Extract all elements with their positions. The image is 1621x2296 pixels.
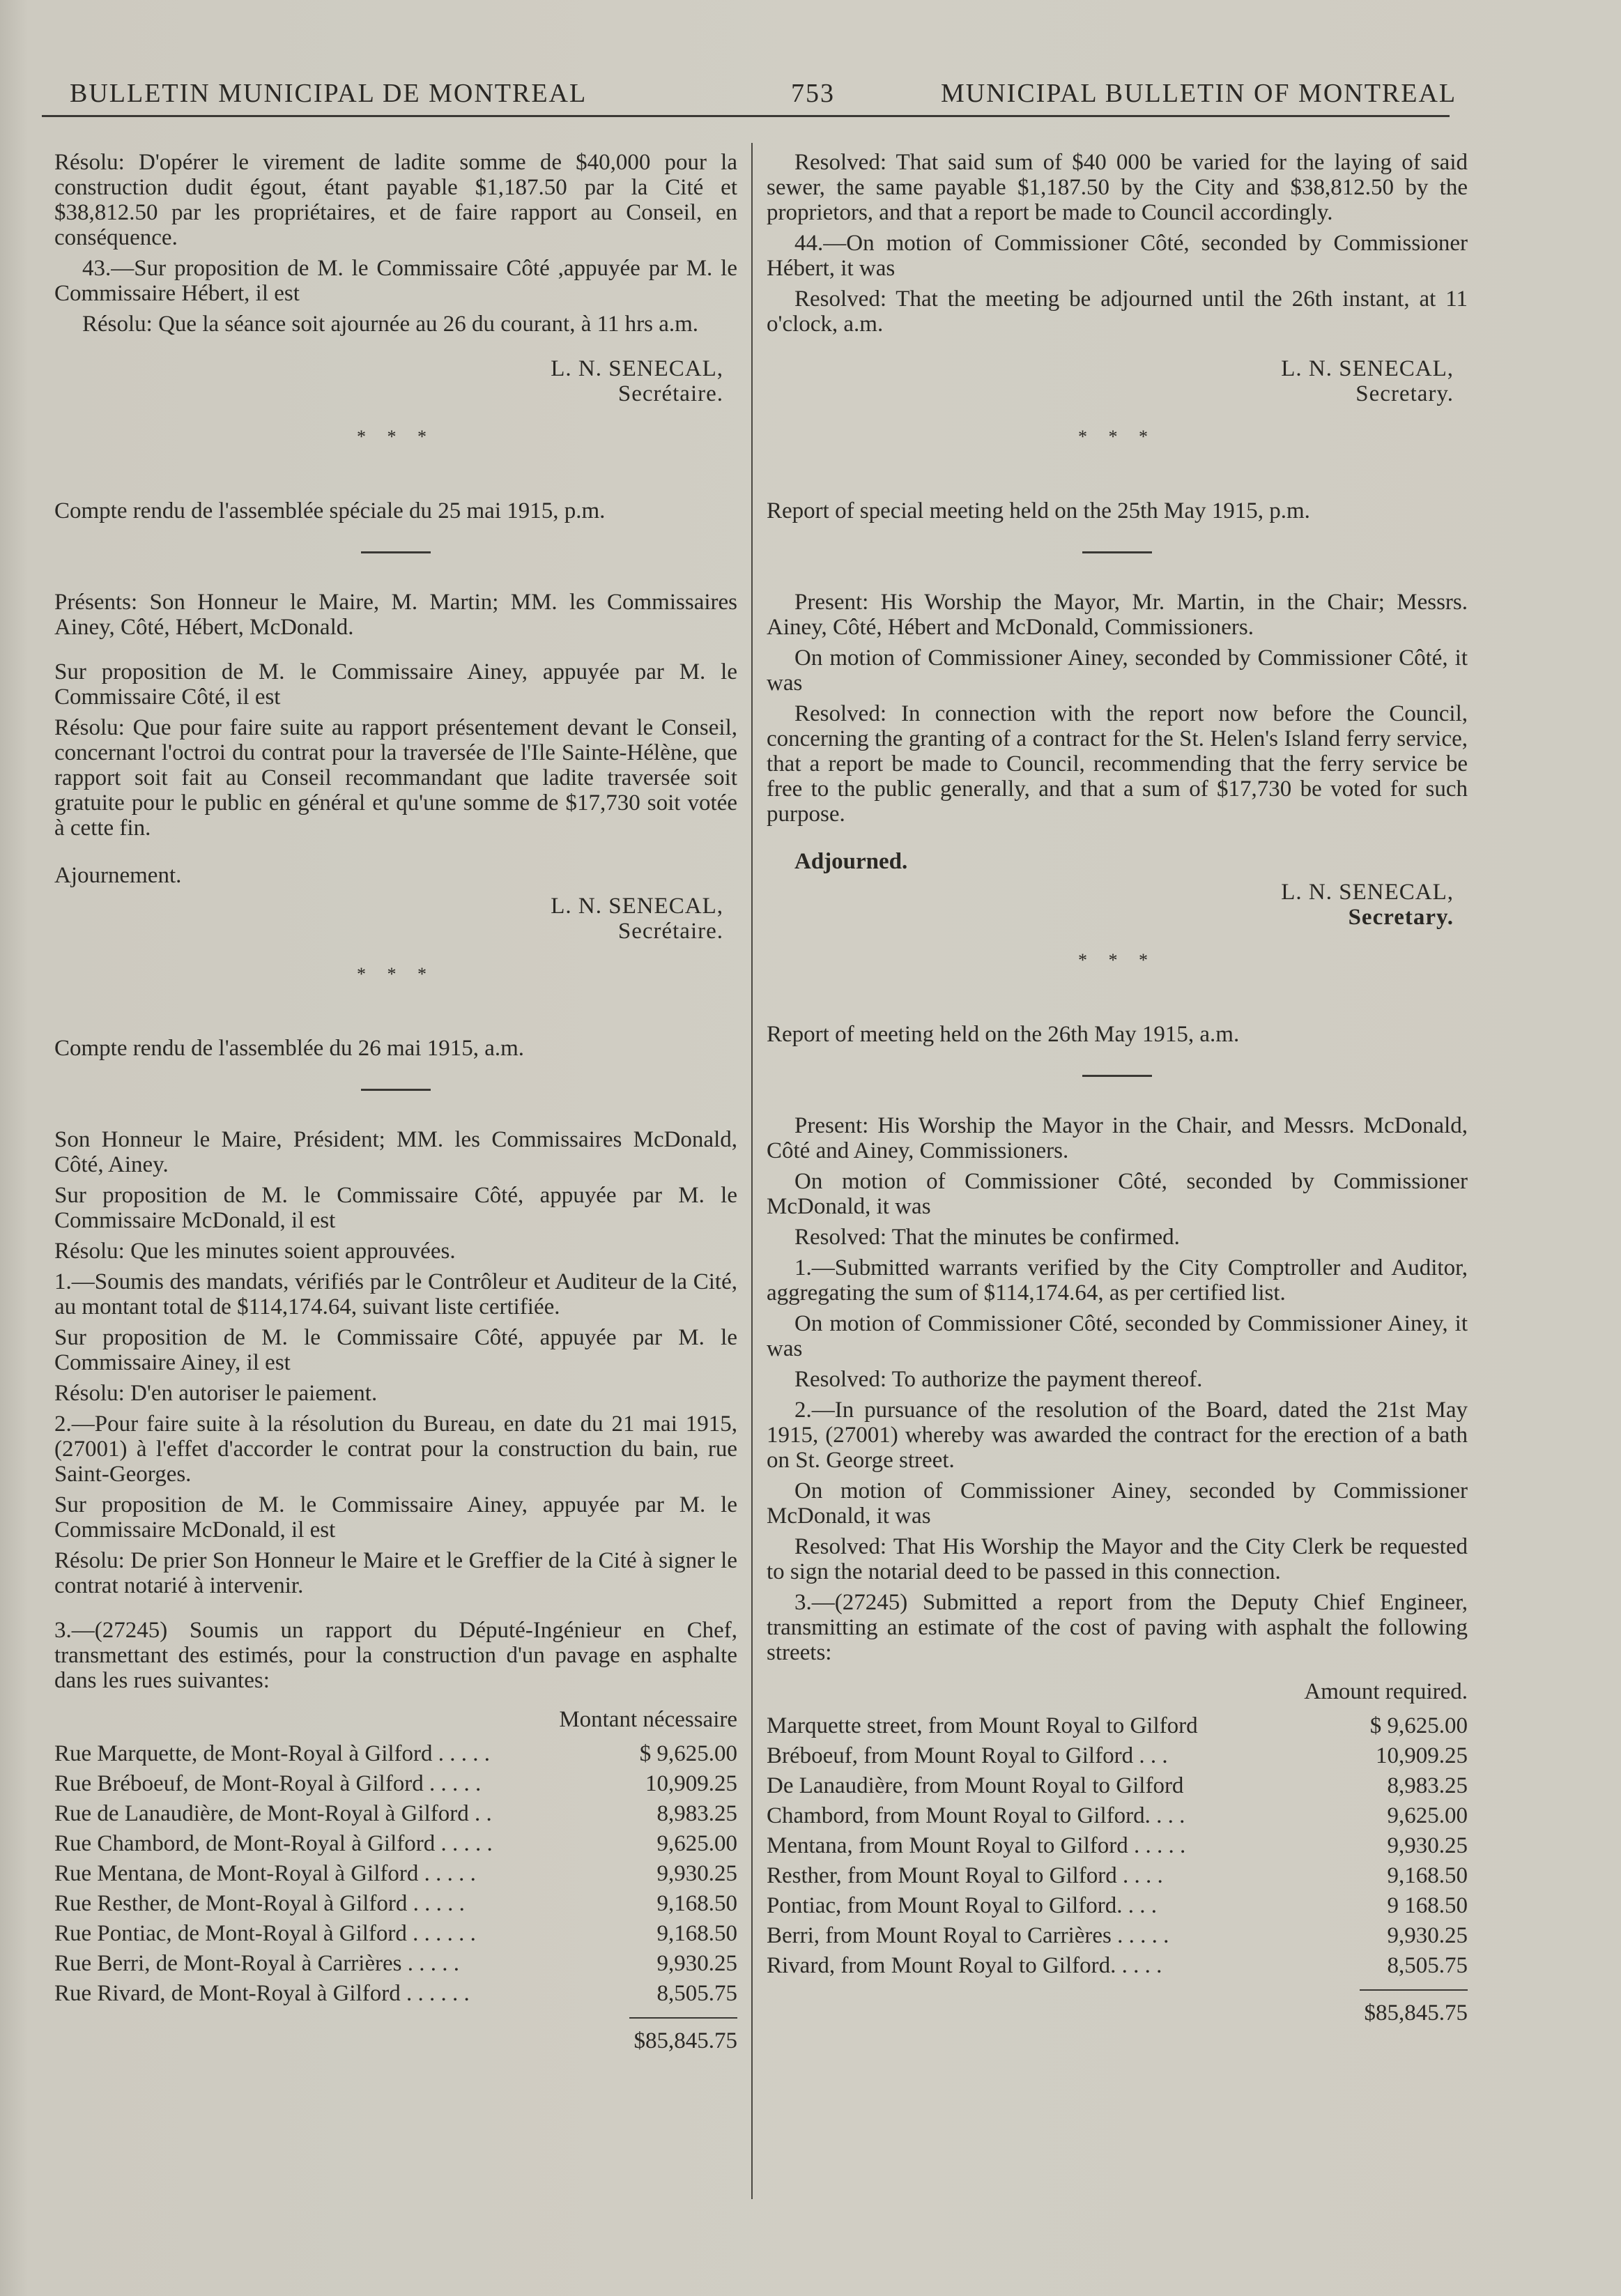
street-amount: 8,505.75 xyxy=(656,1981,737,2006)
street-name: Berri, from Mount Royal to Carrières . . . . . xyxy=(767,1923,1169,1948)
street-name: De Lanaudière, from Mount Royal to Gilford xyxy=(767,1773,1184,1798)
street-row xyxy=(767,1948,1468,1978)
street-row xyxy=(767,1828,1468,1858)
section-separator: * * * xyxy=(357,964,435,984)
heading-dash xyxy=(361,1089,431,1091)
en-resolution-notarial: Resolved: That His Worship the Mayor and the City Clerk be requested to sign the notarial deed to be passed in this connection. xyxy=(767,1534,1468,1584)
street-name: Marquette street, from Mount Royal to Gilford xyxy=(767,1713,1198,1738)
en-motion-44: 44.—On motion of Commissioner Côté, seconded by Commissioner Hébert, it was xyxy=(767,231,1468,281)
fr-present-26: Son Honneur le Maire, Président; MM. les Commissaires McDonald, Côté, Ainey. xyxy=(54,1127,737,1177)
street-amount: 9,168.50 xyxy=(656,1891,737,1916)
en-signature-2 xyxy=(767,880,1454,930)
street-amount: $ 9,625.00 xyxy=(639,1741,737,1766)
street-row xyxy=(767,1918,1468,1948)
en-motion-cote: On motion of Commissioner Côté, seconded by Commissioner McDonald, it was xyxy=(767,1169,1468,1219)
street-name: Rue Chambord, de Mont-Royal à Gilford . . . . . xyxy=(54,1831,493,1856)
street-row xyxy=(767,1798,1468,1828)
street-amount: 9,930.25 xyxy=(1387,1833,1468,1858)
street-row xyxy=(54,1886,737,1916)
en-signature-1 xyxy=(767,356,1454,406)
fr-streets-table xyxy=(54,1736,737,2006)
street-row xyxy=(54,1916,737,1946)
street-amount: 10,909.25 xyxy=(1376,1743,1468,1768)
street-name: Rue Mentana, de Mont-Royal à Gilford . . . . . xyxy=(54,1861,476,1886)
fr-motion-ainey: Sur proposition de M. le Commissaire Ainey, appuyée par M. le Commissaire Côté, il est xyxy=(54,659,737,710)
signature-title: Secretary. xyxy=(1355,381,1454,406)
en-motion-ainey: On motion of Commissioner Ainey, seconded by Commissioner Côté, it was xyxy=(767,645,1468,696)
street-row xyxy=(54,1796,737,1826)
street-row xyxy=(54,1946,737,1976)
en-present-26: Present: His Worship the Mayor in the Chair, and Messrs. McDonald, Côté and Ainey, Commissioners. xyxy=(767,1113,1468,1163)
en-heading-meeting-26: Report of meeting held on the 26th May 1915, a.m. xyxy=(767,1022,1240,1047)
en-heading-special-meeting: Report of special meeting held on the 25th May 1915, p.m. xyxy=(767,498,1310,523)
en-minutes-confirmed: Resolved: That the minutes be confirmed. xyxy=(794,1225,1180,1250)
fr-amount-header: Montant nécessaire xyxy=(559,1707,737,1732)
en-adjournment: Adjourned. xyxy=(794,849,908,874)
street-name: Rue Rivard, de Mont-Royal à Gilford . . . . . . xyxy=(54,1981,470,2006)
fr-resolution-payment: Résolu: D'en autoriser le paiement. xyxy=(54,1381,378,1406)
en-item-3-paving: 3.—(27245) Submitted a report from the Deputy Chief Engineer, transmitting an estimate of the cost of paving with asphalt the following streets: xyxy=(767,1590,1468,1665)
english-column xyxy=(767,150,1468,2026)
fr-resolution-ferry: Résolu: Que pour faire suite au rapport présentement devant le Conseil, concernant l'octroi du contrat pour la traversée de l'Ile Sainte-Hélène, que rapport soit fait au Conseil recommandant que ladite traversée soit gratuite pour le public en général et qu'une somme de $17,730 soit votée à cette fin. xyxy=(54,715,737,841)
page-header xyxy=(70,78,1463,120)
en-item-2-bath: 2.—In pursuance of the resolution of the Board, dated the 21st May 1915, (27001) whereby was awarded the contract for the erection of a bath on St. George street. xyxy=(767,1398,1468,1473)
french-column xyxy=(54,150,737,2053)
street-amount: 9,930.25 xyxy=(1387,1923,1468,1948)
fr-adjournment: Ajournement. xyxy=(54,863,182,888)
column-divider xyxy=(751,143,753,2199)
fr-heading-meeting-26: Compte rendu de l'assemblée du 26 mai 1915, a.m. xyxy=(54,1036,525,1061)
section-separator: * * * xyxy=(1078,427,1156,447)
en-motion-cote-ainey: On motion of Commissioner Côté, seconded by Commissioner Ainey, it was xyxy=(767,1311,1468,1361)
section-separator: * * * xyxy=(1078,950,1156,970)
street-name: Pontiac, from Mount Royal to Gilford. . . . xyxy=(767,1893,1158,1918)
signature-name: L. N. SENECAL, xyxy=(1281,880,1454,905)
street-amount: 9,930.25 xyxy=(656,1861,737,1886)
total-rule xyxy=(629,2017,737,2019)
street-row xyxy=(767,1768,1468,1798)
fr-total: $85,845.75 xyxy=(633,2028,737,2053)
fr-item-2-bath: 2.—Pour faire suite à la résolution du Bureau, en date du 21 mai 1915, (27001) à l'effet d'accorder le contrat pour la construction du bain, rue Saint-Georges. xyxy=(54,1411,737,1487)
street-name: Rue de Lanaudière, de Mont-Royal à Gilford . . xyxy=(54,1801,492,1826)
street-row xyxy=(54,1976,737,2006)
street-amount: 9,625.00 xyxy=(1387,1803,1468,1828)
street-name: Chambord, from Mount Royal to Gilford. . . . xyxy=(767,1803,1185,1828)
street-row xyxy=(767,1708,1468,1738)
street-amount: $ 9,625.00 xyxy=(1369,1713,1468,1738)
total-rule xyxy=(1360,1989,1468,1991)
en-streets-table xyxy=(767,1708,1468,1978)
fr-resolution-notarial: Résolu: De prier Son Honneur le Maire et le Greffier de la Cité à signer le contrat notarié à intervenir. xyxy=(54,1548,737,1598)
en-resolution-adjourn: Resolved: That the meeting be adjourned until the 26th instant, at 11 o'clock, a.m. xyxy=(767,286,1468,337)
en-resolution-transfer: Resolved: That said sum of $40 000 be varied for the laying of said sewer, the same payable $1,187.50 by the City and $38,812.50 by the proprietors, and that a report be made to Council accordingly. xyxy=(767,150,1468,225)
fr-present: Présents: Son Honneur le Maire, M. Martin; MM. les Commissaires Ainey, Côté, Hébert, McDonald. xyxy=(54,590,737,640)
street-amount: 9 168.50 xyxy=(1387,1893,1468,1918)
en-present: Present: His Worship the Mayor, Mr. Martin, in the Chair; Messrs. Ainey, Côté, Hébert and McDonald, Commissioners. xyxy=(767,590,1468,640)
signature-name: L. N. SENECAL, xyxy=(551,894,723,919)
street-amount: 9,168.50 xyxy=(656,1921,737,1946)
fr-resolution-transfer: Résolu: D'opérer le virement de ladite somme de $40,000 pour la construction dudit égout, étant payable $1,187.50 par la Cité et $38,812.50 par les propriétaires, et de faire rapport au Conseil, en conséquence. xyxy=(54,150,737,250)
fr-motion-ainey-mcdonald: Sur proposition de M. le Commissaire Ainey, appuyée par M. le Commissaire McDonald, il est xyxy=(54,1492,737,1543)
street-amount: 9,168.50 xyxy=(1387,1863,1468,1888)
street-amount: 9,625.00 xyxy=(656,1831,737,1856)
fr-resolution-adjourn: Résolu: Que la séance soit ajournée au 26 du courant, à 11 hrs a.m. xyxy=(82,312,699,337)
street-amount: 8,983.25 xyxy=(1387,1773,1468,1798)
header-french-title: BULLETIN MUNICIPAL DE MONTREAL xyxy=(70,79,587,108)
en-resolution-payment: Resolved: To authorize the payment thereof. xyxy=(794,1367,1203,1392)
street-amount: 9,930.25 xyxy=(656,1951,737,1976)
fr-item-1-warrants: 1.—Soumis des mandats, vérifiés par le Contrôleur et Auditeur de la Cité, au montant total de $114,174.64, suivant liste certifiée. xyxy=(54,1269,737,1319)
fr-motion-cote: Sur proposition de M. le Commissaire Côté, appuyée par M. le Commissaire McDonald, il est xyxy=(54,1183,737,1233)
signature-name: L. N. SENECAL, xyxy=(551,356,723,381)
street-row xyxy=(54,1856,737,1886)
fr-item-3-paving: 3.—(27245) Soumis un rapport du Député-Ingénieur en Chef, transmettant des estimés, pour la construction d'un pavage en asphalte dans les rues suivantes: xyxy=(54,1618,737,1693)
street-name: Rue Marquette, de Mont-Royal à Gilford . . . . . xyxy=(54,1741,491,1766)
street-row xyxy=(767,1738,1468,1768)
street-amount: 8,505.75 xyxy=(1387,1953,1468,1978)
section-separator: * * * xyxy=(357,427,435,447)
fr-signature-1 xyxy=(54,356,723,406)
street-name: Rivard, from Mount Royal to Gilford. . . . . xyxy=(767,1953,1162,1978)
street-name: Mentana, from Mount Royal to Gilford . . . . . xyxy=(767,1833,1186,1858)
signature-title: Secretary. xyxy=(1348,905,1454,930)
heading-dash xyxy=(1082,1075,1152,1077)
street-row xyxy=(767,1858,1468,1888)
street-name: Bréboeuf, from Mount Royal to Gilford . . . xyxy=(767,1743,1168,1768)
page-number: 753 xyxy=(791,79,835,108)
street-name: Rue Pontiac, de Mont-Royal à Gilford . . . . . . xyxy=(54,1921,476,1946)
street-amount: 8,983.25 xyxy=(656,1801,737,1826)
street-name: Rue Bréboeuf, de Mont-Royal à Gilford . . . . . xyxy=(54,1771,482,1796)
heading-dash xyxy=(361,551,431,553)
fr-minutes-approved: Résolu: Que les minutes soient approuvées. xyxy=(54,1239,456,1264)
signature-title: Secrétaire. xyxy=(617,381,723,406)
en-total: $85,845.75 xyxy=(1364,2000,1468,2026)
heading-dash xyxy=(1082,551,1152,553)
signature-name: L. N. SENECAL, xyxy=(1281,356,1454,381)
street-row xyxy=(54,1826,737,1856)
fr-motion-43: 43.—Sur proposition de M. le Commissaire Côté ,appuyée par M. le Commissaire Hébert, il est xyxy=(54,256,737,306)
en-motion-ainey-mcdonald: On motion of Commissioner Ainey, seconded by Commissioner McDonald, it was xyxy=(767,1478,1468,1529)
en-resolution-ferry: Resolved: In connection with the report now before the Council, concerning the granting of a contract for the St. Helen's Island ferry service, that a report be made to Council, recommending that the ferry service be free to the public generally, and that a sum of $17,730 be voted for such purpose. xyxy=(767,701,1468,827)
header-rule xyxy=(42,115,1450,117)
street-row xyxy=(767,1888,1468,1918)
street-row xyxy=(54,1736,737,1766)
fr-heading-special-meeting: Compte rendu de l'assemblée spéciale du 25 mai 1915, p.m. xyxy=(54,498,606,523)
street-amount: 10,909.25 xyxy=(645,1771,737,1796)
fr-signature-2 xyxy=(54,894,723,944)
en-amount-header: Amount required. xyxy=(1304,1679,1468,1704)
header-english-title: MUNICIPAL BULLETIN OF MONTREAL xyxy=(941,79,1457,108)
street-name: Rue Berri, de Mont-Royal à Carrières . . . . . xyxy=(54,1951,460,1976)
street-name: Rue Resther, de Mont-Royal à Gilford . . . . . xyxy=(54,1891,465,1916)
street-name: Resther, from Mount Royal to Gilford . . . . xyxy=(767,1863,1163,1888)
en-item-1-warrants: 1.—Submitted warrants verified by the City Comptroller and Auditor, aggregating the sum of $114,174.64, as per certified list. xyxy=(767,1255,1468,1306)
street-row xyxy=(54,1766,737,1796)
fr-motion-cote-ainey: Sur proposition de M. le Commissaire Côté, appuyée par M. le Commissaire Ainey, il est xyxy=(54,1325,737,1375)
signature-title: Secrétaire. xyxy=(617,919,723,944)
